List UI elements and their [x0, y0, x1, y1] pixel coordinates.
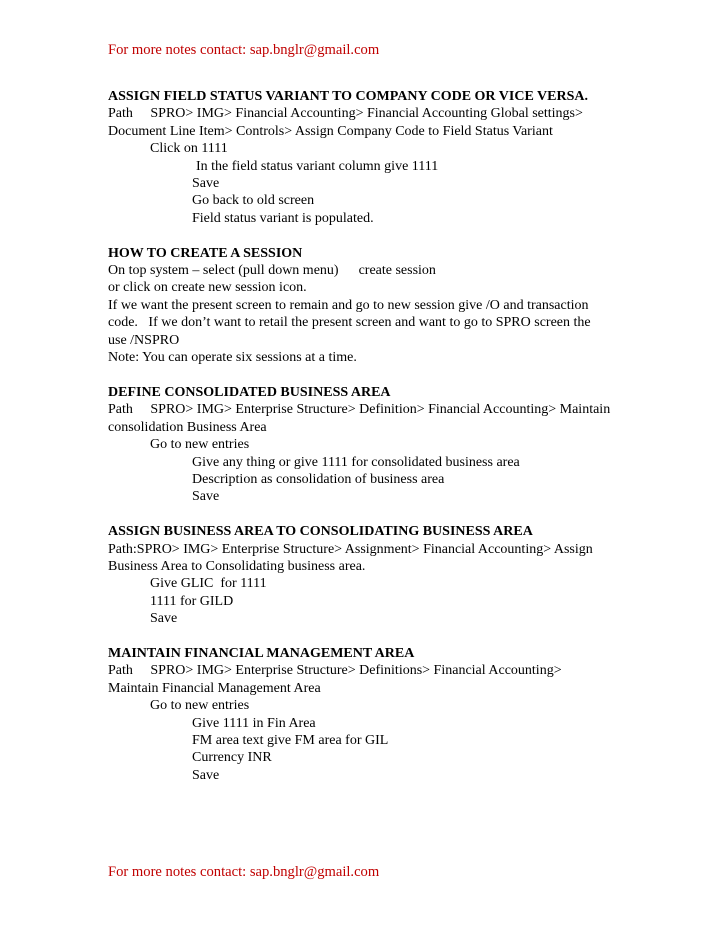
- step-line: Give GLIC for 1111: [150, 576, 267, 592]
- text-line: [108, 262, 708, 279]
- step-line: 1111 for GILD: [150, 593, 234, 609]
- menu-path-line: Path SPRO> IMG> Enterprise Structure> Definition> Financial Accounting> Maintain: [108, 402, 611, 418]
- section-define-consolidated-business-area: [108, 384, 708, 506]
- menu-path-line: Path:SPRO> IMG> Enterprise Structure> Assignment> Financial Accounting> Assign: [108, 541, 593, 557]
- contact-footer: For more notes contact: sap.bnglr@gmail.com: [108, 864, 380, 880]
- step-line: Go to new entries: [150, 437, 250, 453]
- step-line: Go back to old screen: [192, 193, 315, 209]
- text-line: use /NSPRO: [108, 332, 180, 348]
- step-line: Give 1111 in Fin Area: [192, 715, 316, 731]
- menu-path-line: Path SPRO> IMG> Financial Accounting> Financial Accounting Global settings>: [108, 106, 583, 122]
- menu-path-line: Business Area to Consolidating business area.: [108, 558, 366, 574]
- text-fragment: create session: [358, 263, 436, 279]
- section-maintain-financial-management-area: [108, 645, 708, 784]
- menu-path-line: Maintain Financial Management Area: [108, 680, 321, 696]
- contact-header: For more notes contact: sap.bnglr@gmail.com: [108, 42, 380, 58]
- step-line: Click on 1111: [150, 141, 228, 157]
- step-line: Give any thing or give 1111 for consolidated business area: [192, 454, 520, 470]
- step-line: Save: [192, 176, 220, 192]
- step-line: Field status variant is populated.: [192, 210, 374, 226]
- note-line: Note: You can operate six sessions at a time.: [108, 350, 357, 366]
- section-create-session: [108, 245, 708, 367]
- section-heading: DEFINE CONSOLIDATED BUSINESS AREA: [108, 384, 391, 400]
- section-assign-field-status-variant: [108, 88, 708, 227]
- document-body: [108, 88, 708, 784]
- step-line: Save: [192, 767, 220, 783]
- menu-path-line: Document Line Item> Controls> Assign Company Code to Field Status Variant: [108, 123, 553, 139]
- text-line: code. If we don’t want to retail the present screen and want to go to SPRO screen the: [108, 315, 591, 331]
- step-line: Go to new entries: [150, 698, 250, 714]
- menu-path-line: Path SPRO> IMG> Enterprise Structure> Definitions> Financial Accounting>: [108, 663, 562, 679]
- text-line: If we want the present screen to remain and go to new session give /O and transaction: [108, 297, 589, 313]
- step-line: Currency INR: [192, 750, 272, 766]
- step-line: In the field status variant column give 1111: [196, 158, 439, 174]
- section-heading: HOW TO CREATE A SESSION: [108, 245, 303, 261]
- text-fragment: On top system – select (pull down menu): [108, 263, 339, 279]
- text-line: or click on create new session icon.: [108, 280, 307, 296]
- step-line: Save: [150, 611, 178, 627]
- step-line: Description as consolidation of business area: [192, 471, 445, 487]
- section-heading: ASSIGN BUSINESS AREA TO CONSOLIDATING BUSINESS AREA: [108, 524, 533, 540]
- section-heading: ASSIGN FIELD STATUS VARIANT TO COMPANY CODE OR VICE VERSA.: [108, 89, 588, 104]
- section-assign-business-area: [108, 523, 708, 627]
- step-line: Save: [192, 489, 220, 505]
- section-heading: MAINTAIN FINANCIAL MANAGEMENT AREA: [108, 645, 415, 661]
- step-line: FM area text give FM area for GIL: [192, 732, 389, 748]
- menu-path-line: consolidation Business Area: [108, 419, 267, 435]
- document-page: [108, 0, 708, 943]
